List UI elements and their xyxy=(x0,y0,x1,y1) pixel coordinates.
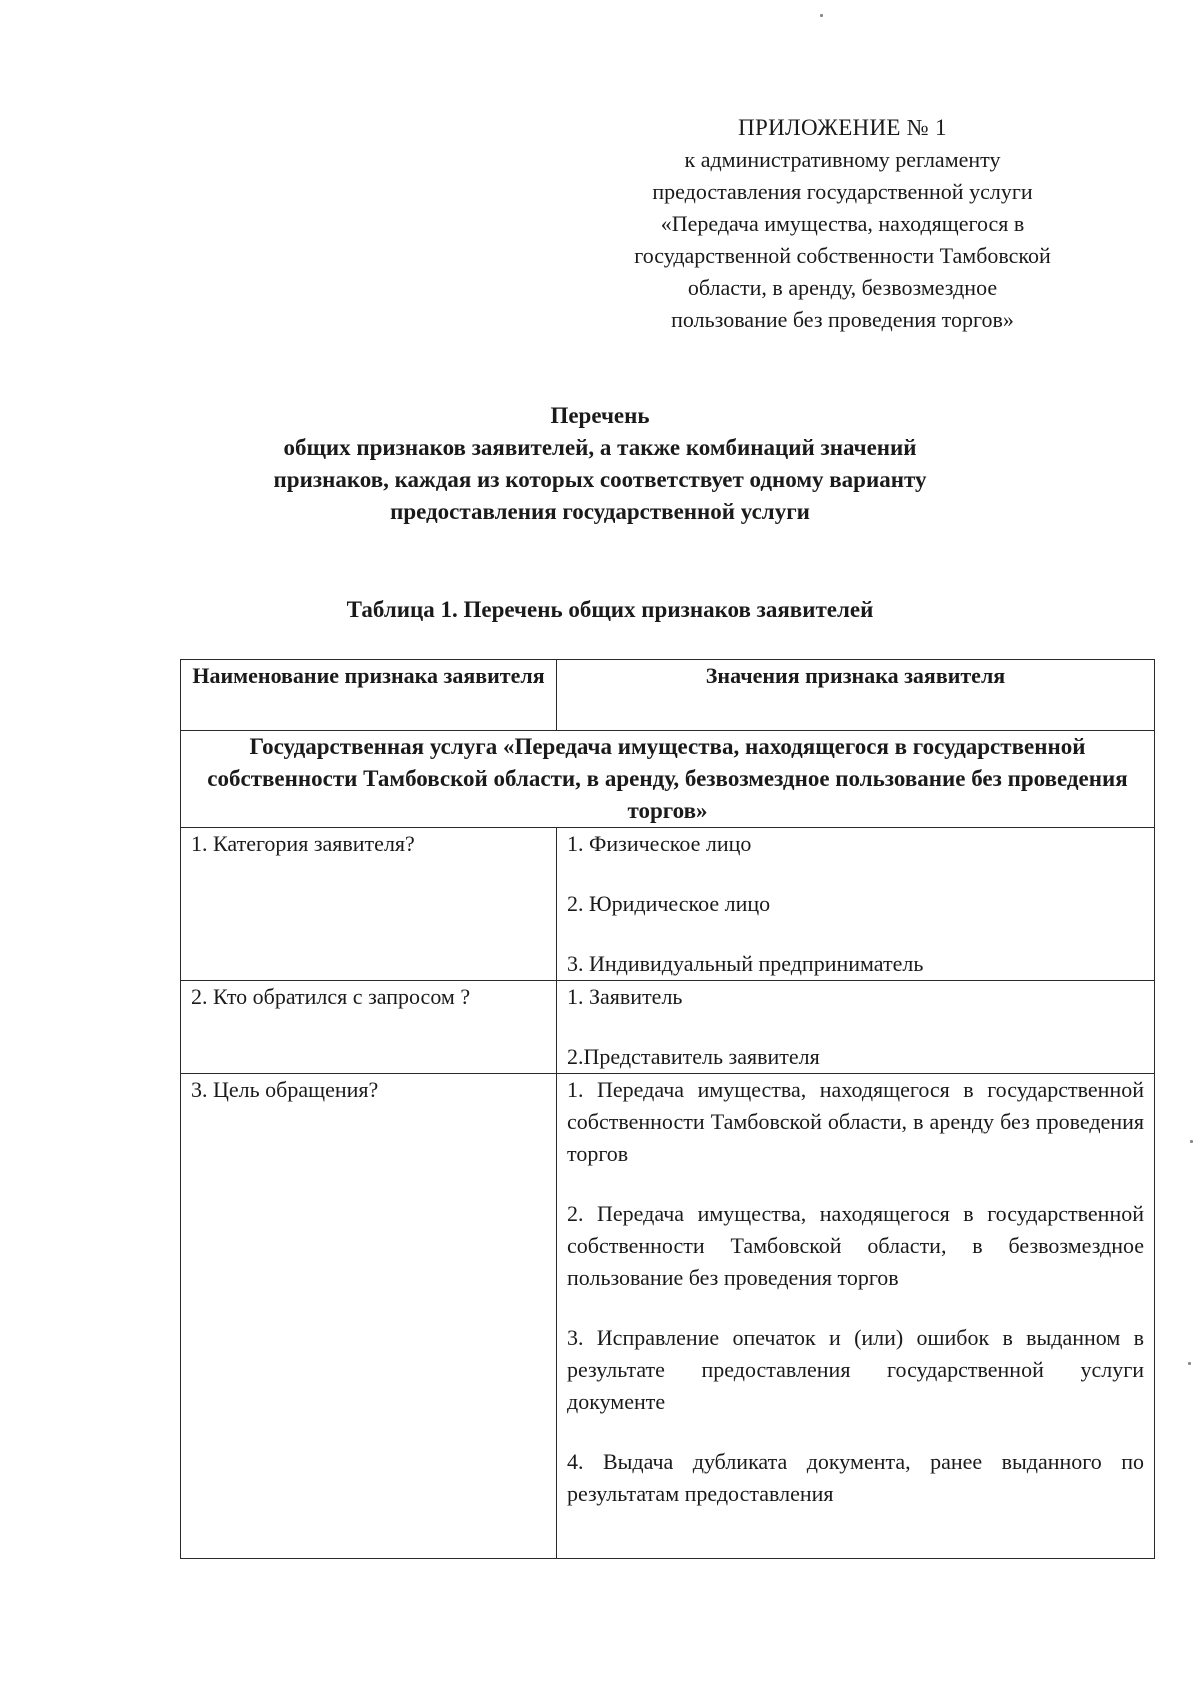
sign-value: 3. Индивидуальный предприниматель xyxy=(567,951,924,976)
applicant-signs-table xyxy=(180,659,1155,1559)
appendix-line: к административному регламенту xyxy=(684,147,1001,172)
sign-value: 3. Исправление опечаток и (или) ошибок в выданном в результате предоставления государственной услуги документе xyxy=(567,1325,1144,1414)
title-line: общих признаков заявителей, а также комбинаций значений xyxy=(283,435,917,460)
sign-value: 4. Выдача дубликата документа, ранее выданного по результатам предоставления xyxy=(567,1449,1144,1506)
scan-speck xyxy=(1188,1362,1191,1365)
sign-value: 1. Физическое лицо xyxy=(567,831,752,856)
table-row xyxy=(181,981,1155,1074)
sign-label: 1. Категория заявителя? xyxy=(181,828,557,981)
sign-value: 2.Представитель заявителя xyxy=(567,1044,820,1069)
appendix-line: государственной собственности Тамбовской xyxy=(634,243,1051,268)
sign-value: 1. Передача имущества, находящегося в государственной собственности Тамбовской области, в аренду без проведения торгов xyxy=(567,1077,1144,1166)
sign-values xyxy=(557,1074,1155,1559)
scan-speck xyxy=(820,14,823,17)
header-cell-sign-values: Значения признака заявителя xyxy=(557,660,1155,731)
title-line: предоставления государственной услуги xyxy=(390,499,810,524)
sign-values-clip xyxy=(567,1074,1144,1558)
service-cell: Государственная услуга «Передача имущества, находящегося в государственной собственности Тамбовской области, в аренду, безвозмездное пользование без проведения торгов» xyxy=(181,731,1155,828)
appendix-line: области, в аренду, безвозмездное xyxy=(687,275,998,300)
table-caption: Таблица 1. Перечень общих признаков заявителей xyxy=(346,597,874,622)
document-title xyxy=(190,400,1010,528)
sign-values xyxy=(557,828,1155,981)
appendix-line: пользование без проведения торгов» xyxy=(671,307,1014,332)
appendix-heading xyxy=(575,112,1110,336)
service-row xyxy=(181,731,1155,828)
header-cell-sign-name: Наименование признака заявителя xyxy=(181,660,557,731)
table-row xyxy=(181,1074,1155,1559)
sign-values xyxy=(557,981,1155,1074)
sign-value: 1. Заявитель xyxy=(567,984,683,1009)
table-row xyxy=(181,828,1155,981)
appendix-line: «Передача имущества, находящегося в xyxy=(660,211,1025,236)
sign-label: 2. Кто обратился с запросом ? xyxy=(181,981,557,1074)
scan-speck xyxy=(1190,1140,1193,1143)
sign-value: 2. Юридическое лицо xyxy=(567,891,771,916)
appendix-number: ПРИЛОЖЕНИЕ № 1 xyxy=(738,115,947,140)
title-line: Перечень xyxy=(550,403,650,428)
sign-value: 2. Передача имущества, находящегося в государственной собственности Тамбовской области, в безвозмездное пользование без проведения торгов xyxy=(567,1201,1144,1290)
sign-label: 3. Цель обращения? xyxy=(181,1074,557,1559)
table-header-row xyxy=(181,660,1155,731)
title-line: признаков, каждая из которых соответствует одному варианту xyxy=(273,467,927,492)
appendix-line: предоставления государственной услуги xyxy=(652,179,1033,204)
